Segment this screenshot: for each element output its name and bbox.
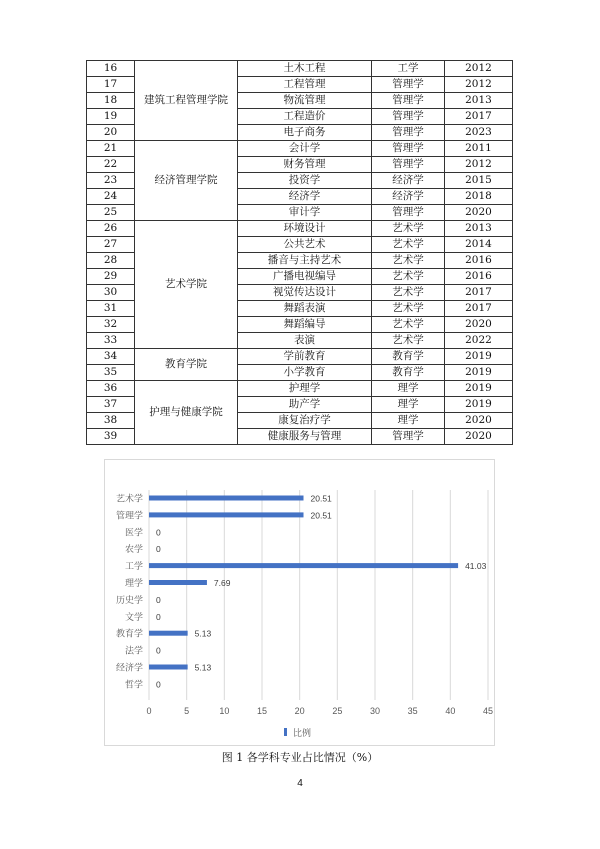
cell-year: 2017: [445, 109, 513, 125]
cell-number: 27: [87, 237, 135, 253]
cell-major: 工程管理: [238, 77, 372, 93]
cell-college: 建筑工程管理学院: [135, 61, 238, 141]
cell-number: 35: [87, 365, 135, 381]
cell-major: 经济学: [238, 189, 372, 205]
cell-discipline: 艺术学: [372, 317, 445, 333]
x-tick-label: 0: [146, 706, 152, 716]
x-tick-label: 20: [294, 706, 305, 716]
cell-major: 审计学: [238, 205, 372, 221]
cell-major: 小学教育: [238, 365, 372, 381]
cell-number: 28: [87, 253, 135, 269]
value-label: 0: [156, 594, 161, 605]
cell-year: 2020: [445, 429, 513, 445]
cell-major: 健康服务与管理: [238, 429, 372, 445]
value-label: 41.03: [465, 561, 487, 572]
x-tick-label: 5: [184, 706, 190, 716]
cell-discipline: 艺术学: [372, 253, 445, 269]
cell-number: 23: [87, 173, 135, 189]
value-label: 5.13: [194, 628, 212, 639]
cell-major: 广播电视编导: [238, 269, 372, 285]
cell-major: 表演: [238, 333, 372, 349]
cell-year: 2019: [445, 397, 513, 413]
cell-year: 2019: [445, 381, 513, 397]
table-row: [87, 381, 513, 397]
cell-year: 2013: [445, 93, 513, 109]
cell-number: 38: [87, 413, 135, 429]
cell-year: 2016: [445, 253, 513, 269]
cell-discipline: 理学: [372, 397, 445, 413]
figure-caption: 图 1 各学科专业占比情况（%）: [221, 751, 379, 764]
value-label: 20.51: [310, 493, 332, 504]
cell-college: 经济管理学院: [135, 141, 238, 221]
cell-college: 艺术学院: [135, 221, 238, 349]
cell-number: 32: [87, 317, 135, 333]
cell-number: 33: [87, 333, 135, 349]
x-tick-label: 35: [407, 706, 418, 716]
cell-number: 31: [87, 301, 135, 317]
cell-number: 36: [87, 381, 135, 397]
bar: [149, 563, 458, 568]
x-tick-label: 10: [219, 706, 230, 716]
value-label: 20.51: [310, 510, 332, 521]
table-row: [87, 141, 513, 157]
category-label: 医学: [124, 528, 143, 539]
cell-number: 30: [87, 285, 135, 301]
category-label: 哲学: [124, 680, 143, 691]
category-label: 历史学: [115, 595, 143, 606]
cell-year: 2020: [445, 413, 513, 429]
value-label: 7.69: [213, 578, 231, 588]
cell-year: 2022: [445, 333, 513, 349]
category-label: 艺术学: [115, 494, 143, 505]
cell-discipline: 艺术学: [372, 285, 445, 301]
cell-discipline: 管理学: [372, 93, 445, 109]
cell-discipline: 理学: [372, 381, 445, 397]
page-number: 4: [297, 778, 303, 789]
cell-number: 37: [87, 397, 135, 413]
cell-year: 2016: [445, 269, 513, 285]
cell-year: 2015: [445, 173, 513, 189]
cell-number: 24: [87, 189, 135, 205]
cell-number: 22: [87, 157, 135, 173]
category-label: 法学: [124, 646, 143, 657]
x-tick-label: 25: [332, 706, 343, 716]
cell-discipline: 经济学: [372, 173, 445, 189]
cell-year: 2023: [445, 125, 513, 141]
cell-major: 播音与主持艺术: [238, 253, 372, 269]
cell-year: 2020: [445, 205, 513, 221]
cell-year: 2012: [445, 61, 513, 77]
category-label: 工学: [124, 562, 143, 573]
cell-major: 投资学: [238, 173, 372, 189]
cell-number: 17: [87, 77, 135, 93]
cell-discipline: 艺术学: [372, 221, 445, 237]
x-tick-label: 30: [369, 706, 381, 716]
cell-discipline: 艺术学: [372, 301, 445, 317]
cell-major: 学前教育: [238, 349, 372, 365]
category-label: 农学: [124, 545, 143, 556]
cell-major: 公共艺术: [238, 237, 372, 253]
cell-number: 21: [87, 141, 135, 157]
cell-major: 视觉传达设计: [238, 285, 372, 301]
cell-major: 助产学: [238, 397, 372, 413]
category-label: 文学: [124, 612, 143, 623]
category-label: 管理学: [115, 511, 143, 522]
table-row: [87, 349, 513, 365]
cell-discipline: 管理学: [372, 141, 445, 157]
cell-number: 26: [87, 221, 135, 237]
cell-year: 2014: [445, 237, 513, 253]
cell-major: 护理学: [238, 381, 372, 397]
value-label: 0: [156, 679, 161, 690]
cell-college: 护理与健康学院: [135, 381, 238, 445]
cell-year: 2012: [445, 77, 513, 93]
cell-discipline: 管理学: [372, 205, 445, 221]
cell-discipline: 经济学: [372, 189, 445, 205]
x-tick-label: 40: [445, 706, 456, 716]
cell-year: 2017: [445, 301, 513, 317]
majors-table-body: [87, 61, 513, 445]
cell-discipline: 艺术学: [372, 333, 445, 349]
legend-swatch: [284, 728, 287, 736]
cell-discipline: 艺术学: [372, 237, 445, 253]
cell-year: 2013: [445, 221, 513, 237]
cell-number: 34: [87, 349, 135, 365]
category-label: 教育学: [115, 629, 143, 640]
cell-discipline: 教育学: [372, 349, 445, 365]
cell-number: 19: [87, 109, 135, 125]
bar: [149, 631, 188, 636]
cell-major: 物流管理: [238, 93, 372, 109]
cell-major: 土木工程: [238, 61, 372, 77]
cell-discipline: 理学: [372, 413, 445, 429]
cell-year: 2018: [445, 189, 513, 205]
cell-number: 25: [87, 205, 135, 221]
cell-number: 29: [87, 269, 135, 285]
bar: [149, 665, 188, 670]
value-label: 0: [156, 527, 161, 538]
majors-table: [86, 60, 513, 445]
category-label: 理学: [124, 579, 143, 589]
cell-major: 电子商务: [238, 125, 372, 141]
cell-number: 18: [87, 93, 135, 109]
cell-year: 2017: [445, 285, 513, 301]
cell-major: 工程造价: [238, 109, 372, 125]
cell-discipline: 管理学: [372, 77, 445, 93]
category-label: 经济学: [115, 663, 143, 674]
cell-major: 康复治疗学: [238, 413, 372, 429]
cell-discipline: 管理学: [372, 157, 445, 173]
value-label: 0: [156, 645, 161, 656]
cell-discipline: 管理学: [372, 109, 445, 125]
legend-label: 比例: [293, 729, 312, 739]
cell-major: 财务管理: [238, 157, 372, 173]
table-row: [87, 221, 513, 237]
discipline-share-chart: [104, 459, 495, 746]
cell-number: 20: [87, 125, 135, 141]
value-label: 0: [156, 611, 161, 622]
cell-year: 2011: [445, 141, 513, 157]
bar: [149, 580, 207, 585]
bar: [149, 512, 304, 517]
value-label: 0: [156, 544, 161, 555]
cell-discipline: 工学: [372, 61, 445, 77]
table-row: [87, 61, 513, 77]
cell-major: 环境设计: [238, 221, 372, 237]
cell-number: 16: [87, 61, 135, 77]
value-label: 5.13: [194, 662, 212, 673]
cell-discipline: 管理学: [372, 429, 445, 445]
cell-discipline: 教育学: [372, 365, 445, 381]
cell-discipline: 艺术学: [372, 269, 445, 285]
cell-college: 教育学院: [135, 349, 238, 381]
cell-year: 2019: [445, 349, 513, 365]
chart-canvas: [105, 460, 494, 745]
cell-year: 2012: [445, 157, 513, 173]
cell-discipline: 管理学: [372, 125, 445, 141]
cell-year: 2020: [445, 317, 513, 333]
cell-major: 舞蹈表演: [238, 301, 372, 317]
x-tick-label: 45: [482, 706, 494, 716]
cell-year: 2019: [445, 365, 513, 381]
bar: [149, 496, 304, 501]
cell-number: 39: [87, 429, 135, 445]
x-tick-label: 15: [256, 706, 268, 716]
cell-major: 舞蹈编导: [238, 317, 372, 333]
cell-major: 会计学: [238, 141, 372, 157]
